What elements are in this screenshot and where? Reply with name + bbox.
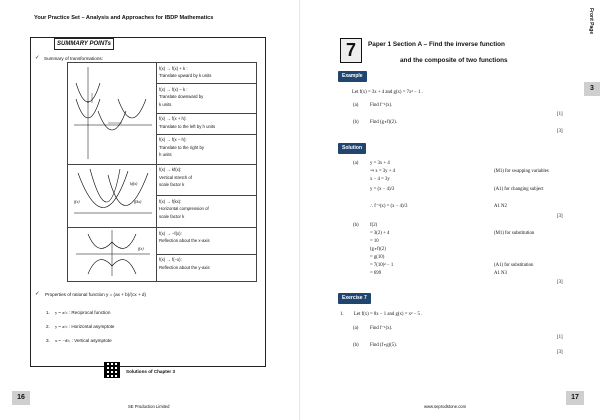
exercise-part-b-marks: [3] <box>557 350 563 355</box>
solution-b-line-6: = 699 <box>370 271 382 276</box>
chapter-title-line-2: and the composite of two functions <box>400 57 508 64</box>
solution-b-note-2: A1 N3 <box>494 271 507 276</box>
rational-heading: Properties of rational function y = (ax + b)/(cx + d) <box>45 292 146 297</box>
graph-label-kfx: kf(x) <box>130 180 138 186</box>
transform-row-1-line-2: k units <box>159 101 172 107</box>
transform-row-5-line-2: scale factor k <box>159 213 185 219</box>
exercise-given: Let f(x) = 8x − 1 and g(x) = x² − 5 . <box>354 312 423 317</box>
reflection-graphs <box>68 228 157 282</box>
footer-right: www.seprodstone.com <box>424 404 467 409</box>
graph-label-fx-2: f(x) <box>138 246 144 251</box>
example-given: Let f(x) = 3x + 4 and g(x) = 7x² − 1 . <box>352 90 423 95</box>
transform-row-0-line-0: f(x) → f(x) + k : <box>159 65 188 71</box>
transform-row-5-line-0: f(x) → f(kx): <box>159 198 182 204</box>
page-number-right: 17 <box>566 391 584 405</box>
solution-b-line-0: f(2) <box>370 223 378 228</box>
solution-a-note-0: (M1) for swapping variables <box>494 169 549 174</box>
checkmark-icon: ✓ <box>35 291 40 297</box>
transform-row-4-line-0: f(x) → kf(x): <box>159 167 182 172</box>
exercise-number: 1. <box>340 312 344 317</box>
transform-row-1-line-0: f(x) → f(x) − k : <box>159 86 188 92</box>
rational-eq-3: x = −d/c <box>54 338 71 343</box>
transform-row-7-line-0: f(x) → f(−x): <box>159 257 182 263</box>
rational-eq-2: y = a/c <box>54 324 68 329</box>
solution-a-line-4: ∴ f⁻¹(x) = (x − 4)/3 <box>370 204 408 209</box>
solution-b-line-3: (g∘f)(2) <box>370 247 386 252</box>
graph-label-fkx: f(kx) <box>134 198 142 204</box>
rational-num-3: 3. <box>46 338 50 343</box>
example-part-a-text: Find f⁻¹(x). <box>370 103 393 108</box>
transform-row-4-line-2: scale factor k <box>159 182 185 187</box>
footer-left: SE Production Limited <box>128 404 170 409</box>
rational-item-1 <box>46 310 110 315</box>
transform-row-0-line-1: Translate upward by k units <box>159 73 212 78</box>
solution-b-line-4: = g(10) <box>370 255 385 260</box>
stretch-graph <box>68 165 156 225</box>
transform-heading: Summary of transformations: <box>44 56 103 61</box>
transform-row-3-line-0: f(x) → f(x − h): <box>159 137 187 143</box>
solution-a-label: (a) <box>353 161 359 166</box>
transform-row-2-line-1: Translate to the left by h units <box>159 123 216 129</box>
exercise-tag: Exercise 7 <box>338 293 371 304</box>
solution-b-line-5: = 7(10)² − 1 <box>370 263 394 268</box>
example-part-b-text: Find (g∘f)(2). <box>370 120 397 125</box>
example-tag: Example <box>338 71 367 82</box>
example-part-b-label: (b) <box>353 120 359 125</box>
page-number-left: 16 <box>12 391 30 405</box>
transform-row-6-line-0: f(x) → −f(x): <box>159 230 182 236</box>
exercise-part-a-text: Find f⁻¹(x). <box>370 326 393 331</box>
qr-code-icon[interactable] <box>104 362 120 378</box>
transform-row-4-line-1: Vertical stretch of <box>159 174 192 180</box>
rational-eq-1: y = a/c <box>54 310 68 315</box>
solution-a-line-3: y = (x − 4)/3 <box>370 187 395 192</box>
solution-tag: Solution <box>338 143 366 154</box>
graph-label-fx: f(x) <box>74 198 80 204</box>
solution-b-marks: [3] <box>557 280 563 285</box>
translation-graph <box>68 63 156 161</box>
exercise-part-a-marks: [1] <box>557 335 563 340</box>
book-title: Your Practice Set – Analysis and Approaches for IBDP Mathematics <box>34 15 214 21</box>
rational-text-2: : Horizontal asymptote <box>68 324 115 329</box>
solution-a-line-1: ⇒ x = 3y + 4 <box>370 169 396 174</box>
solution-a-line-2: x − 4 = 3y <box>370 177 390 182</box>
solution-a-line-0: y = 3x + 4 <box>370 161 390 166</box>
exercise-part-b-label: (b) <box>353 343 359 348</box>
rational-num-1: 1. <box>46 310 50 315</box>
rational-num-2: 2. <box>46 324 50 329</box>
rational-item-2 <box>46 324 114 329</box>
exercise-part-b-text: Find (f∘g)(5). <box>370 343 397 348</box>
transform-row-2-line-0: f(x) → f(x + h): <box>159 116 187 122</box>
checkmark-icon: ✓ <box>35 55 40 61</box>
chapter-number: 7 <box>340 38 362 63</box>
solution-b-note-1: (A1) for substitution <box>494 263 534 268</box>
side-label: Front Page <box>588 8 594 35</box>
rational-item-3 <box>46 338 112 343</box>
translation-graphs <box>68 63 157 165</box>
solution-a-note-1: (A1) for changing subject <box>494 187 544 192</box>
example-part-b-marks: [3] <box>557 129 563 134</box>
rational-text-1: : Reciprocal function <box>68 310 111 315</box>
solution-b-line-1: = 3(2) + 4 <box>370 231 390 236</box>
solution-a-marks: [3] <box>557 214 563 219</box>
solution-a-note-2: A1 N2 <box>494 204 507 209</box>
reflection-graph <box>68 228 156 278</box>
solution-b-line-2: = 10 <box>370 239 379 244</box>
solution-b-note-0: (M1) for substitution <box>494 231 535 236</box>
stretch-graphs <box>68 164 157 228</box>
transform-row-1-line-1: Translate downward by <box>159 94 204 100</box>
solution-b-label: (b) <box>353 223 359 228</box>
transform-row-7-line-1: Reflection about the y-axis <box>159 264 210 270</box>
transform-table <box>67 62 257 282</box>
exercise-part-a-label: (a) <box>353 326 359 331</box>
solutions-link[interactable]: Solutions of Chapter 3 <box>126 369 176 374</box>
transform-row-3-line-2: h units <box>159 152 172 158</box>
summary-tab: SUMMARY POINTs <box>54 38 114 50</box>
example-part-a-label: (a) <box>353 103 359 108</box>
chapter-title-line-1: Paper 1 Section A – Find the inverse function <box>368 41 505 48</box>
chapter-side-tab: 3 <box>584 82 600 96</box>
transform-row-6-line-1: Reflection about the x-axis <box>159 238 210 243</box>
rational-text-3: : Vertical asymptote <box>71 338 112 343</box>
example-part-a-marks: [1] <box>557 112 563 117</box>
transform-row-5-line-1: Horizontal compression of <box>159 206 209 212</box>
transform-row-3-line-1: Translate to the right by <box>159 144 204 150</box>
